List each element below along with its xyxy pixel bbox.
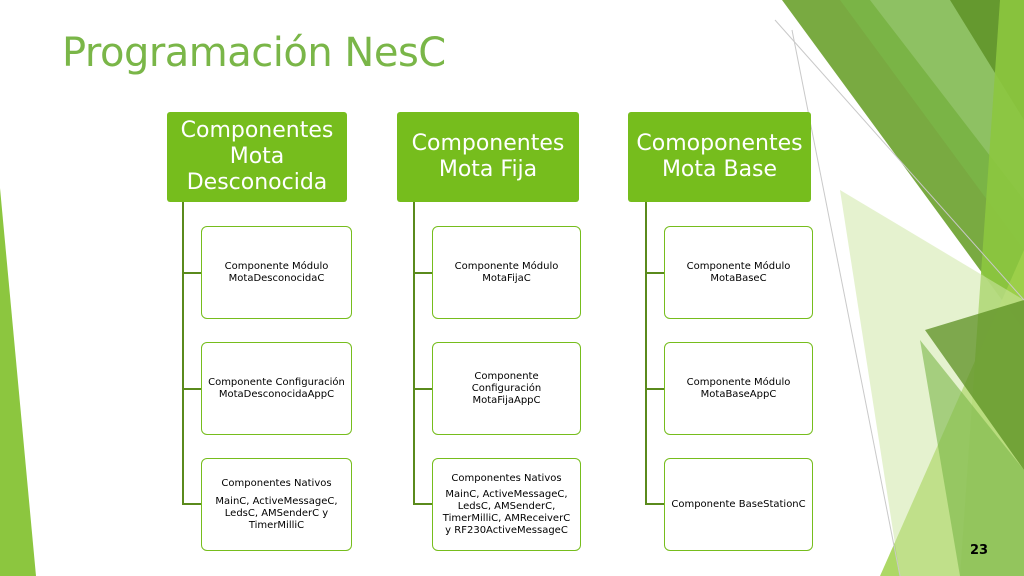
component-box [664, 342, 813, 435]
left-accent-shape [0, 188, 36, 576]
column-header-mota-base: Comoponentes Mota Base [628, 112, 811, 202]
component-label: Componente Módulo MotaBaseAppC [686, 376, 791, 400]
component-box [664, 458, 813, 551]
component-label: Componente Módulo MotaDesconocidaC [224, 260, 329, 284]
connector-vertical [182, 202, 184, 503]
column-header-mota-fija: Componentes Mota Fija [397, 112, 579, 202]
component-box [201, 226, 352, 319]
connector-vertical [413, 202, 415, 503]
component-box [664, 226, 813, 319]
component-box [432, 226, 581, 319]
connector-horizontal [182, 272, 201, 274]
connector-horizontal [182, 503, 201, 505]
connector-horizontal [645, 503, 664, 505]
component-box [432, 342, 581, 435]
connector-vertical [645, 202, 647, 503]
component-label: Componentes Nativos [451, 472, 562, 484]
component-label: Componente Configuración MotaDesconocidaAppC [208, 376, 345, 400]
page-number: 23 [970, 543, 989, 558]
slide-title: Programación NesC [62, 30, 446, 76]
component-detail: MainC, ActiveMessageC, LedsC, AMSenderC y TimerMilliC [215, 495, 338, 531]
component-box [432, 458, 581, 551]
connector-horizontal [645, 272, 664, 274]
component-box [201, 342, 352, 435]
column-header-mota-desconocida: Componentes Mota Desconocida [167, 112, 347, 202]
component-label: Componente BaseStationC [671, 498, 806, 510]
connector-horizontal [413, 272, 432, 274]
component-box [201, 458, 352, 551]
connector-horizontal [645, 388, 664, 390]
connector-horizontal [413, 388, 432, 390]
component-label: Componentes Nativos [221, 477, 332, 489]
component-label: Componente Módulo MotaFijaC [454, 260, 559, 284]
component-label: Componente Módulo MotaBaseC [686, 260, 791, 284]
component-detail: MainC, ActiveMessageC, LedsC, AMSenderC, TimerMilliC, AMReceiverC y RF230ActiveMessageC [442, 488, 571, 536]
connector-horizontal [413, 503, 432, 505]
component-label: Componente Configuración MotaFijaAppC [471, 370, 542, 406]
connector-horizontal [182, 388, 201, 390]
